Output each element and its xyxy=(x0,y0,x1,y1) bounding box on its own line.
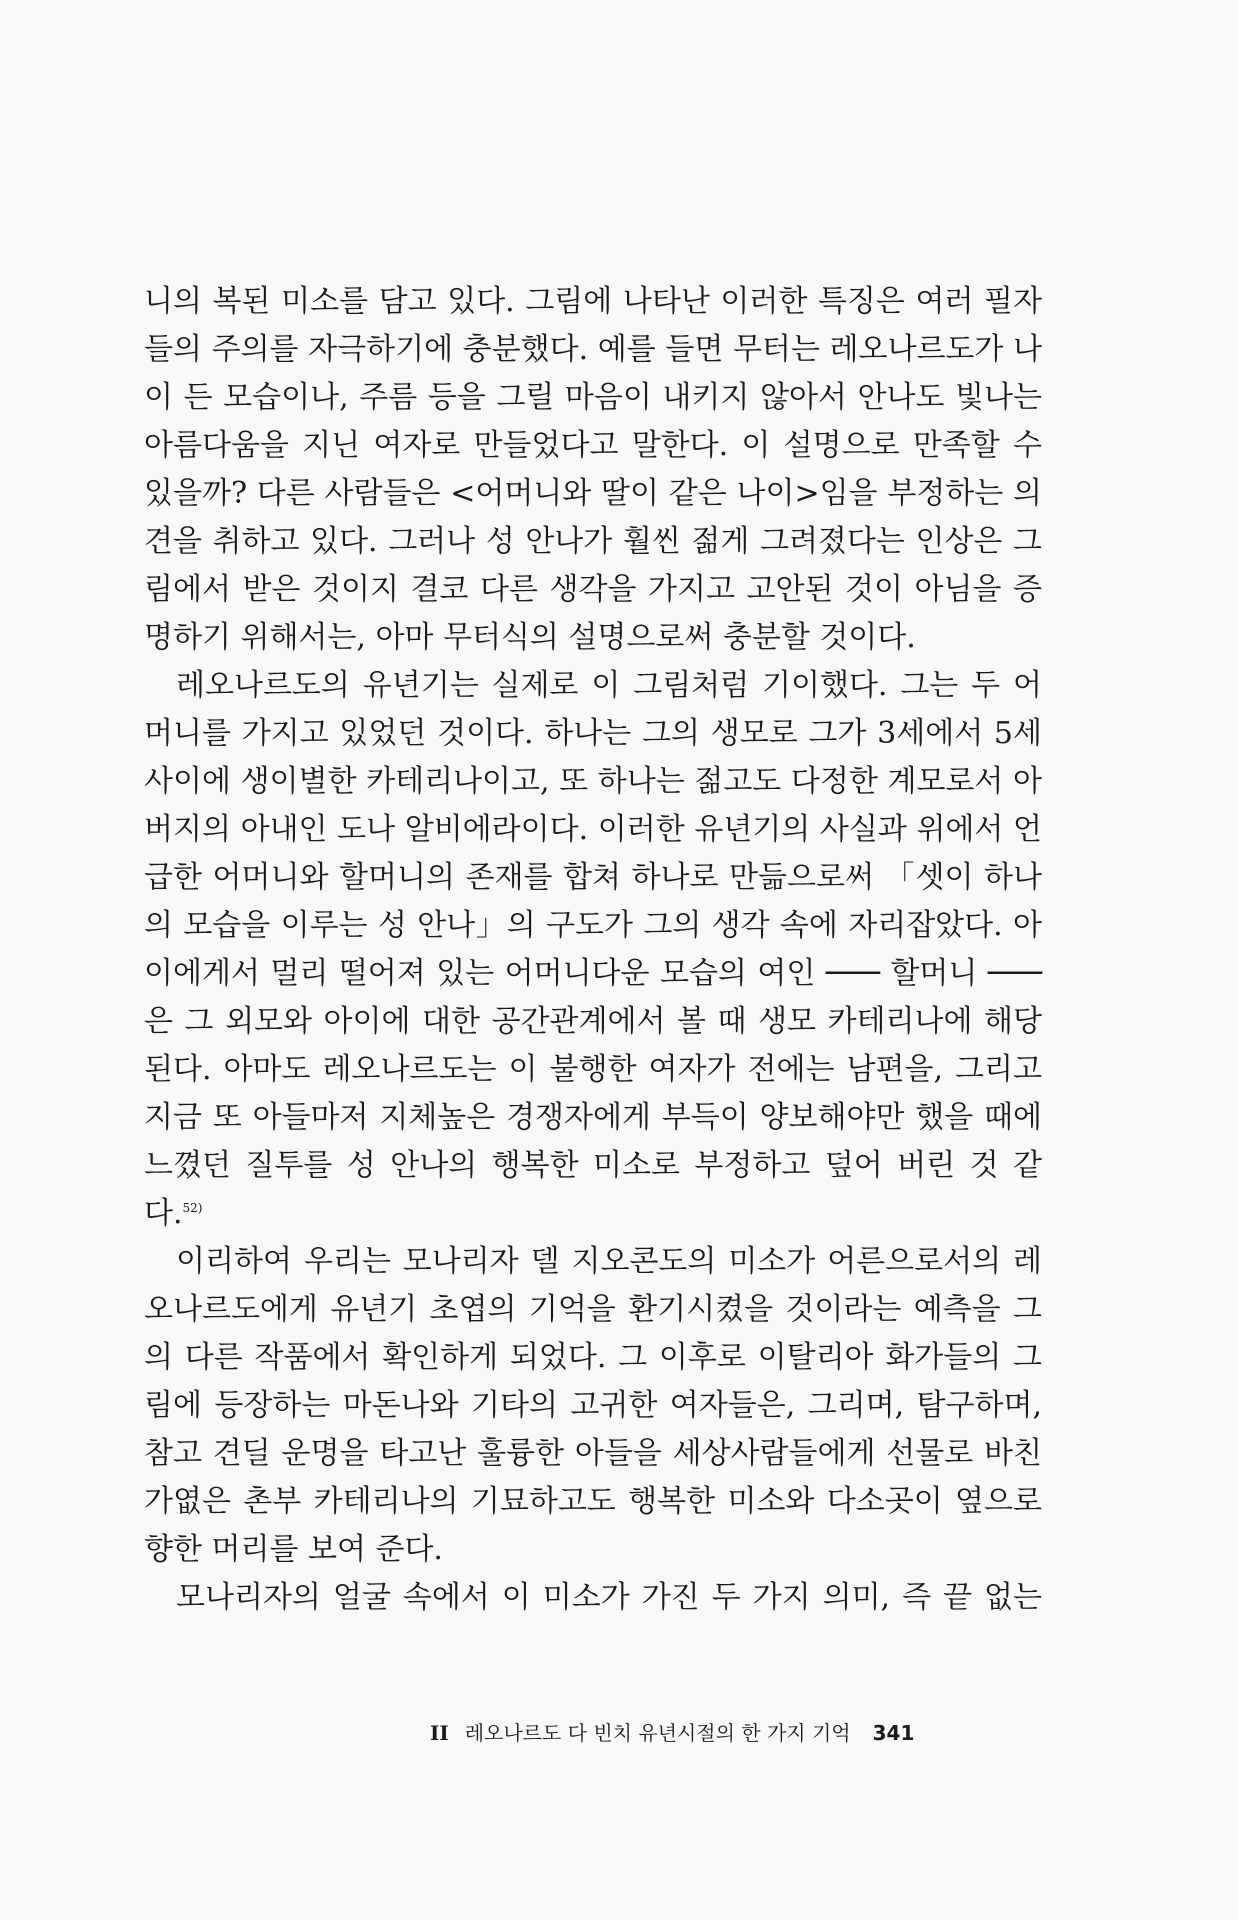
footnote-marker: 52) xyxy=(182,1201,203,1215)
chapter-number: II xyxy=(430,1721,449,1745)
paragraph-3-text: 이리하여 우리는 모나리자 델 지오콘도의 미소가 어른으로서의 레오나르도에게 유년기 초엽의 기억을 환기시켰을 것이라는 예측을 그의 다른 작품에서 확인하게 되었다. 그 이후로 이탈리아 화가들의 그림에 등장하는 마돈나와 기타의 고귀한 여자들은, 그리며, 탐구하며, 참고 견딜 운명을 타고난 훌륭한 아들을 세상사람들에게 선물로 바친 가엾은 촌부 카테리나의 기묘하고도 행복한 미소와 다소곳이 옆으로 향한 머리를 보여 준다. xyxy=(144,1244,1042,1567)
chapter-title: 레오나르도 다 빈치 유년시절의 한 가지 기억 xyxy=(464,1721,851,1745)
paragraph-1 xyxy=(144,278,1042,662)
page-number: 341 xyxy=(872,1721,915,1745)
paragraph-1-text: 니의 복된 미소를 담고 있다. 그림에 나타난 이러한 특징은 여러 필자들의 주의를 자극하기에 충분했다. 예를 들면 무터는 레오나르도가 나이 든 모습이나, 주름 등을 그릴 마음이 내키지 않아서 안나도 빛나는 아름다움을 지닌 여자로 만들었다고 말한다. 이 설명으로 만족할 수 있을까? 다른 사람들은 <어머니와 딸이 같은 나이>임을 부정하는 의견을 취하고 있다. 그러나 성 안나가 훨씬 젊게 그려졌다는 인상은 그림에서 받은 것이지 결코 다른 생각을 가지고 고안된 것이 아님을 증명하기 위해서는, 아마 무터식의 설명으로써 충분할 것이다. xyxy=(144,284,1042,655)
paragraph-3 xyxy=(144,1238,1042,1574)
paragraph-2 xyxy=(144,662,1042,1238)
paragraph-2-text: 레오나르도의 유년기는 실제로 이 그림처럼 기이했다. 그는 두 어머니를 가지고 있었던 것이다. 하나는 그의 생모로 그가 3세에서 5세 사이에 생이별한 카테리나이고, 또 하나는 젊고도 다정한 계모로서 아버지의 아내인 도나 알비에라이다. 이러한 유년기의 사실과 위에서 언급한 어머니와 할머니의 존재를 합쳐 하나로 만듦으로써 「셋이 하나의 모습을 이루는 성 안나」의 구도가 그의 생각 속에 자리잡았다. 아이에게서 멀리 떨어져 있는 어머니다운 모습의 여인 ─── 할머니 ─── 은 그 외모와 아이에 대한 공간관계에서 볼 때 생모 카테리나에 해당된다. 아마도 레오나르도는 이 불행한 여자가 전에는 남편을, 그리고 지금 또 아들마저 지체높은 경쟁자에게 부득이 양보해야만 했을 때에 느꼈던 질투를 성 안나의 행복한 미소로 부정하고 덮어 버린 것 같다. xyxy=(144,668,1042,1231)
body-text xyxy=(144,278,1042,1622)
running-footer xyxy=(430,1718,1030,1748)
paragraph-4 xyxy=(144,1574,1042,1622)
paragraph-4-text: 모나리자의 얼굴 속에서 이 미소가 가진 두 가지 의미, 즉 끝 없는 xyxy=(176,1580,1042,1615)
